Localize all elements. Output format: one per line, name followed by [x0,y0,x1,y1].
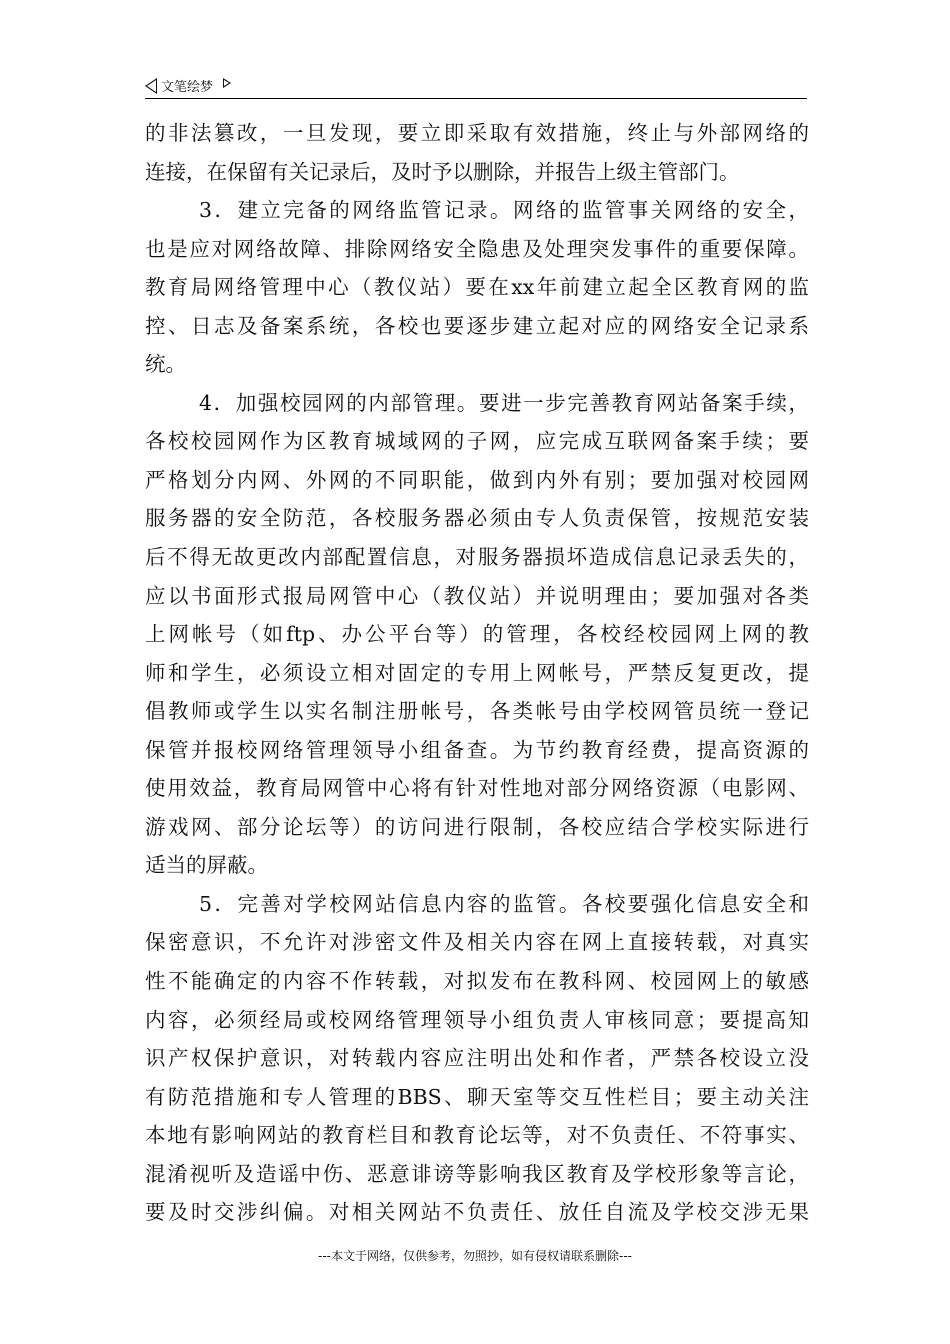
body-line: 连接，在保留有关记录后，及时予以删除，并报告上级主管部门。 [145,159,740,184]
body-line: 教育局网络管理中心（教仪站）要在xx年前建立起全区教育网的监 [145,275,809,300]
body-line: 后不得无故更改内部配置信息，对服务器损坏造成信息记录丢失的， [145,545,809,570]
body-line: 也是应对网络故障、排除网络安全隐患及处理突发事件的重要保障。 [145,236,809,261]
body-line: 上网帐号（如ftp、办公平台等）的管理，各校经校园网上网的教 [145,622,809,647]
body-line: 保密意识，不允许对涉密文件及相关内容在网上直接转载，对真实 [145,930,809,955]
body-line: 应以书面形式报局网管中心（教仪站）并说明理由；要加强对各类 [145,583,809,608]
body-line: 3．建立完备的网络监管记录。网络的监管事关网络的安全， [199,198,809,223]
body-line: 控、日志及备案系统，各校也要逐步建立起对应的网络安全记录系 [145,313,809,338]
body-line: 有防范措施和专人管理的BBS、聊天室等交互性栏目；要主动关注 [145,1084,809,1109]
body-line: 性不能确定的内容不作转载，对拟发布在教科网、校园网上的敏感 [145,969,809,994]
body-line: 统。 [145,352,186,377]
page-header [145,74,807,99]
body-line: 的非法篡改，一旦发现，要立即采取有效措施，终止与外部网络的 [145,121,809,145]
body-line: 使用效益，教育局网管中心将有针对性地对部分网络资源（电影网、 [145,776,809,801]
body-line: 4．加强校园网的内部管理。要进一步完善教育网站备案手续， [199,390,809,415]
triangle-left-icon [145,78,157,94]
body-line: 师和学生，必须设立相对固定的专用上网帐号，严禁反复更改，提 [145,660,809,685]
page-footer-notice: ---本文于网络，仅供参考，勿照抄，如有侵权请联系删除--- [318,1249,632,1263]
header-brand: 文笔绘梦 [161,80,214,95]
body-line: 5．完善对学校网站信息内容的监管。各校要强化信息安全和 [199,891,809,916]
body-line: 服务器的安全防范，各校服务器必须由专人负责保管，按规范安装 [145,506,809,531]
body-line: 要及时交涉纠偏。对相关网站不负责任、放任自流及学校交涉无果 [145,1200,809,1225]
body-line: 各校校园网作为区教育城域网的子网，应完成互联网备案手续；要 [145,429,809,454]
header-brand-group [145,76,231,95]
triangle-right-icon [223,78,231,88]
body-line: 识产权保护意识，对转载内容应注明出处和作者，严禁各校设立没 [145,1046,809,1071]
body-line: 游戏网、部分论坛等）的访问进行限制，各校应结合学校实际进行 [145,814,809,839]
body-line: 内容，必须经局或校网络管理领导小组负责人审核同意；要提高知 [145,1007,809,1032]
body-line: 混淆视听及造谣中伤、恶意诽谤等影响我区教育及学校形象等言论， [145,1161,809,1186]
body-line: 保管并报校网络管理领导小组备查。为节约教育经费，提高资源的 [145,737,809,762]
body-line: 适当的屏蔽。 [145,853,268,878]
document-body [145,114,809,1232]
body-line: 严格划分内网、外网的不同职能，做到内外有别；要加强对校园网 [145,467,809,492]
body-line: 本地有影响网站的教育栏目和教育论坛等，对不负责任、不符事实、 [145,1123,809,1148]
body-line: 倡教师或学生以实名制注册帐号，各类帐号由学校网管员统一登记 [145,699,809,724]
